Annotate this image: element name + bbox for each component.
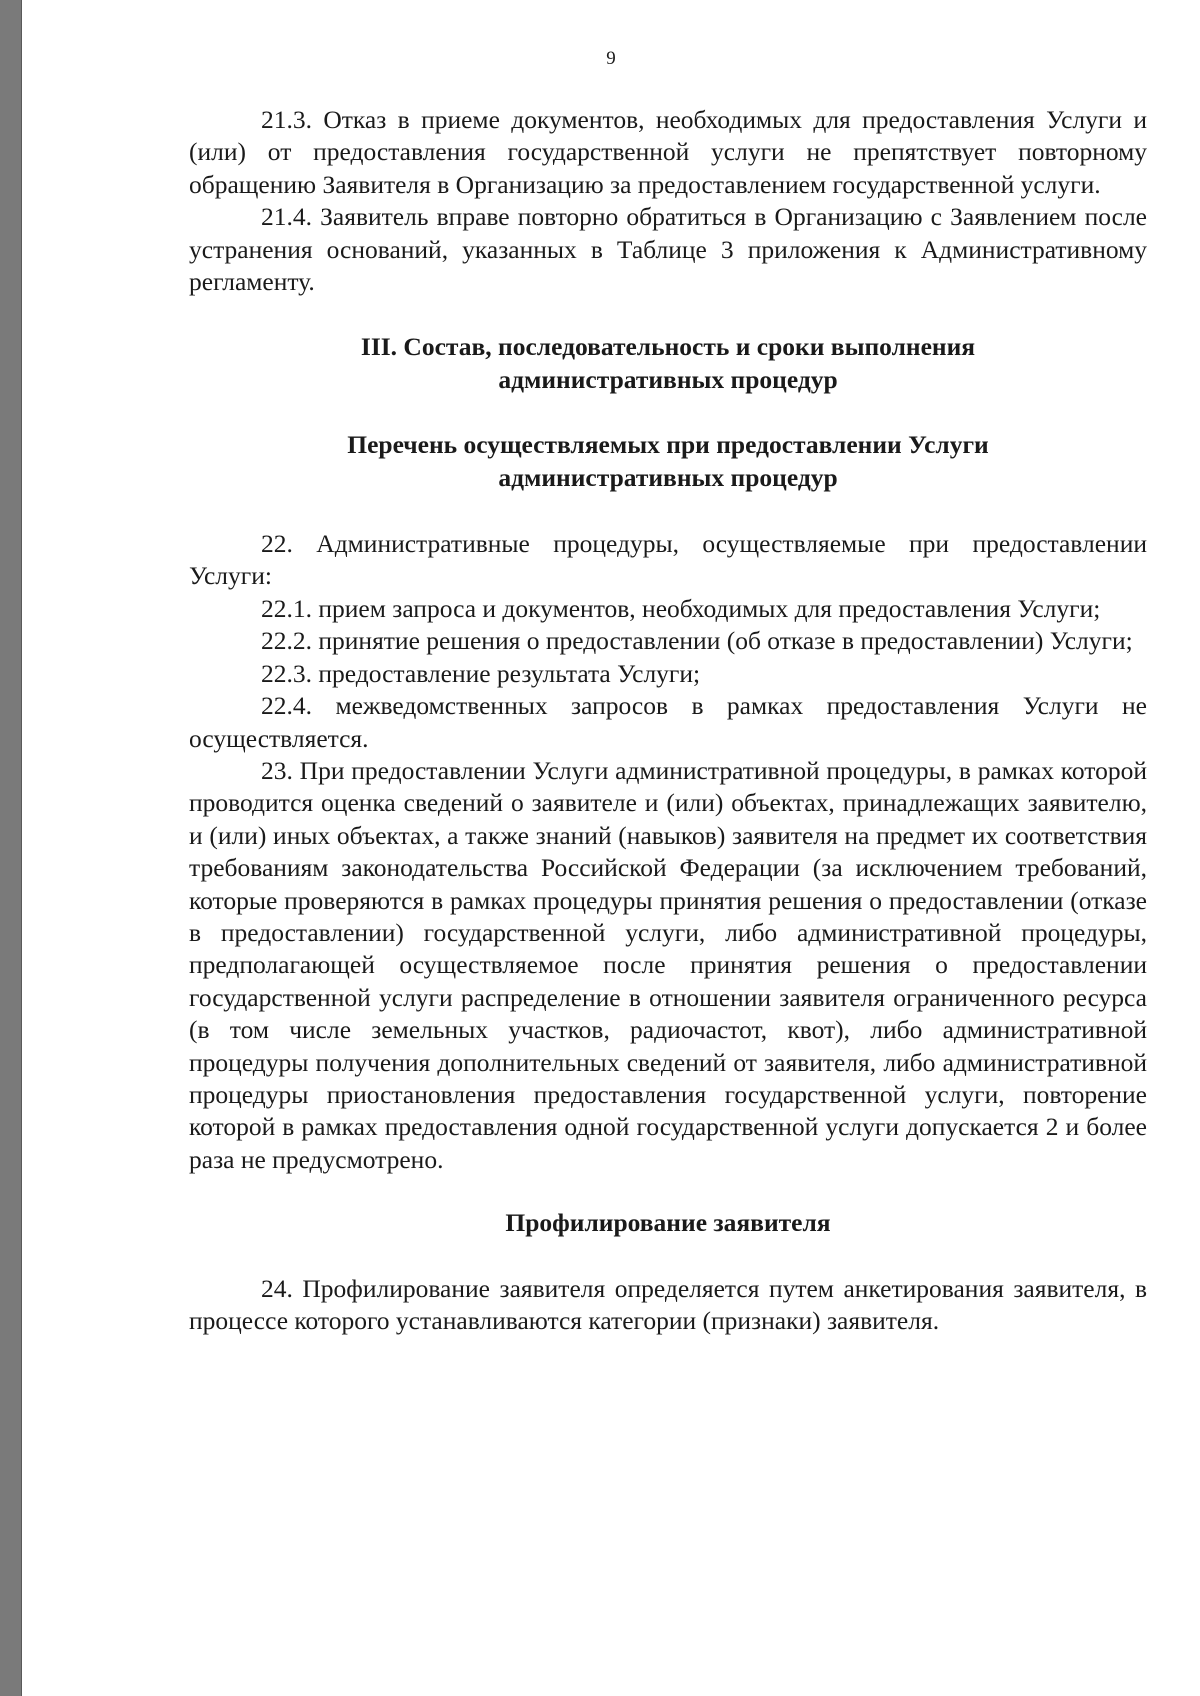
paragraph-24: 24. Профилирование заявителя определяется путем анкетирования заявителя, в процессе которого устанавливаются категории (признаки) заявителя.	[189, 1273, 1147, 1335]
paragraph-21-4: 21.4. Заявитель вправе повторно обратиться в Организацию с Заявлением после устранения оснований, указанных в Таблице 3 приложения к Административному регламенту.	[189, 202, 1147, 297]
subsection-heading-line-1: Перечень осуществляемых при предоставлении Услуги	[347, 430, 989, 460]
paragraph-21-3: 21.3. Отказ в приеме документов, необходимых для предоставления Услуги и (или) от предоставления государственной услуги не препятствует повторному обращению Заявителя в Организацию за предоставлением государственной услуги.	[189, 105, 1147, 199]
subsection-heading-line-2: административных процедур	[498, 462, 838, 492]
page-number: 9	[606, 48, 616, 69]
viewer-left-margin	[0, 0, 22, 1696]
paragraph-22-1: 22.1. прием запроса и документов, необходимых для предоставления Услуги;	[261, 593, 1101, 623]
section-heading-line-2: административных процедур	[498, 364, 838, 394]
profiling-heading-line: Профилирование заявителя	[505, 1208, 831, 1238]
section-heading-iii	[189, 331, 1147, 396]
subsection-heading-profiling	[189, 1207, 1147, 1239]
section-heading-line-1: III. Состав, последовательность и сроки выполнения	[360, 332, 976, 362]
paragraph-22-3: 22.3. предоставление результата Услуги;	[261, 658, 701, 688]
document-page	[22, 0, 1200, 1696]
paragraph-22-2: 22.2. принятие решения о предоставлении (об отказе в предоставлении) Услуги;	[261, 626, 1133, 656]
paragraph-23: 23. При предоставлении Услуги административной процедуры, в рамках которой проводится оценка сведений о заявителе и (или) объектах, принадлежащих заявителю, и (или) иных объектах, а также знаний (навыков) заявителя на предмет их соответствия требованиям законодательства Российской Федерации (за исключением требований, которые проверяются в рамках процедуры принятия решения о предоставлении (отказе в предоставлении) государственной услуги, либо административной процедуры, предполагающей осуществляемое после принятия решения о предоставлении государственной услуги распределение в отношении заявителя ограниченного ресурса (в том числе земельных участков, радиочастот, квот), либо административной процедуры получения дополнительных сведений от заявителя, либо административной процедуры приостановления предоставления государственной услуги, повторение которой в рамках предоставления одной государственной услуги допускается 2 и более раза не предусмотрено.	[189, 755, 1147, 1174]
paragraph-22: 22. Административные процедуры, осуществляемые при предоставлении Услуги:	[189, 529, 1147, 591]
paragraph-22-4: 22.4. межведомственных запросов в рамках предоставления Услуги не осуществляется.	[189, 691, 1147, 753]
subsection-heading-procedures	[189, 429, 1147, 494]
document-body	[189, 104, 1147, 1337]
